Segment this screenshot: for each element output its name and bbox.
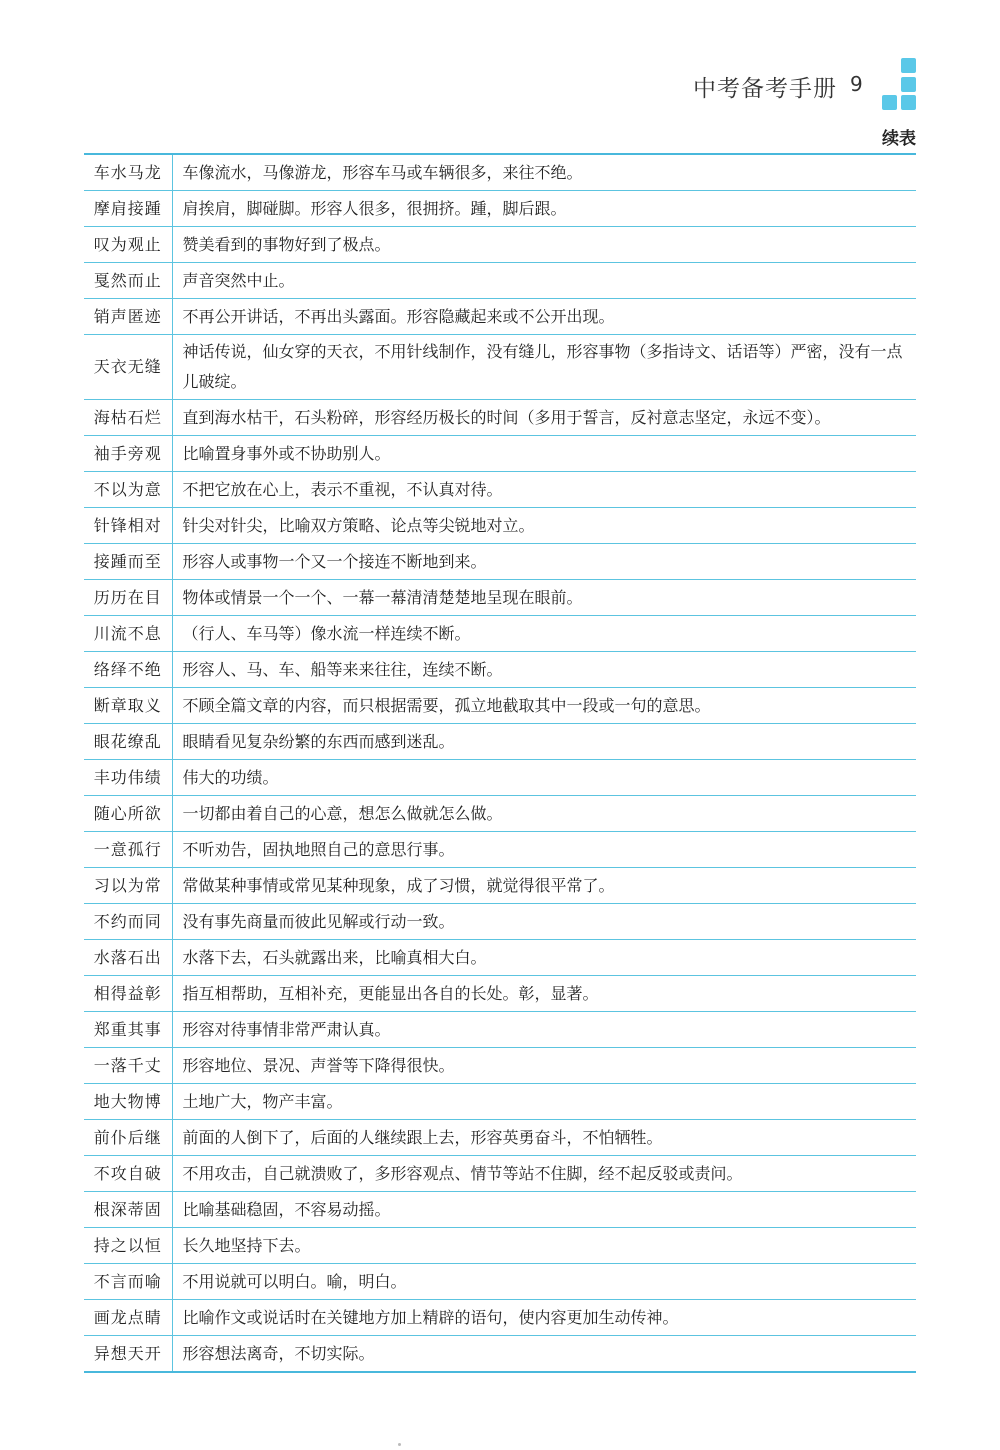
idiom-definition: 物体或情景一个一个、一幕一幕清清楚楚地呈现在眼前。: [182, 587, 583, 607]
table-row: [84, 616, 916, 652]
idiom-definition: 车像流水，马像游龙，形容车马或车辆很多，来往不绝。: [182, 162, 583, 182]
idiom-definition: 长久地坚持下去。: [182, 1235, 311, 1255]
continued-table-label: 续表: [882, 129, 916, 149]
table-row: [84, 436, 916, 472]
table-row: [84, 299, 916, 335]
idiom-definition: 形容人、马、车、船等来来往往，连续不断。: [182, 659, 503, 679]
table-row: [84, 976, 916, 1012]
table-row: [84, 191, 916, 227]
table-row: [84, 154, 916, 191]
idiom-term: 络绎不绝: [84, 652, 172, 688]
table-row: [84, 580, 916, 616]
page-header-title: 中考备考手册: [693, 76, 837, 102]
idiom-term: 一落千丈: [84, 1048, 172, 1084]
idiom-term: 戛然而止: [84, 263, 172, 299]
idiom-definition: 指互相帮助，互相补充，更能显出各自的长处。彰，显著。: [182, 983, 599, 1003]
idiom-term: 不以为意: [84, 472, 172, 508]
idiom-definition: 声音突然中止。: [182, 270, 295, 290]
idiom-term: 川流不息: [84, 616, 172, 652]
idiom-definition: 形容想法离奇，不切实际。: [182, 1343, 375, 1363]
idiom-term: 不约而同: [84, 904, 172, 940]
idiom-definition: 眼睛看见复杂纷繁的东西而感到迷乱。: [182, 731, 455, 751]
footer-mark: [398, 1443, 401, 1446]
idiom-term: 画龙点睛: [84, 1300, 172, 1336]
idiom-definition: 不顾全篇文章的内容，而只根据需要，孤立地截取其中一段或一句的意思。: [182, 695, 711, 715]
idiom-definition: 前面的人倒下了，后面的人继续跟上去，形容英勇奋斗，不怕牺牲。: [182, 1127, 663, 1147]
idiom-definition: 比喻基础稳固，不容易动摇。: [182, 1199, 391, 1219]
table-row: [84, 1300, 916, 1336]
table-row: [84, 868, 916, 904]
idiom-term: 销声匿迹: [84, 299, 172, 335]
idiom-term: 一意孤行: [84, 832, 172, 868]
idiom-definition: 伟大的功绩。: [182, 767, 279, 787]
idiom-term: 持之以恒: [84, 1228, 172, 1264]
table-row: [84, 760, 916, 796]
idiom-term: 车水马龙: [84, 154, 172, 191]
idiom-definition: 神话传说，仙女穿的天衣，不用针线制作，没有缝儿，形容事物（多指诗文、话语等）严密，没有一点儿破绽。: [182, 342, 903, 391]
table-row: [84, 904, 916, 940]
table-row: [84, 1120, 916, 1156]
idiom-table: [84, 153, 916, 1373]
idiom-definition: 赞美看到的事物好到了极点。: [182, 234, 391, 254]
idiom-term: 前仆后继: [84, 1120, 172, 1156]
idiom-definition: 肩挨肩，脚碰脚。形容人很多，很拥挤。踵，脚后跟。: [182, 198, 567, 218]
page-number: 9: [850, 72, 863, 96]
idiom-definition: 形容人或事物一个又一个接连不断地到来。: [182, 551, 487, 571]
idiom-definition: 水落下去，石头就露出来，比喻真相大白。: [182, 947, 487, 967]
idiom-term: 袖手旁观: [84, 436, 172, 472]
idiom-term: 相得益彰: [84, 976, 172, 1012]
idiom-definition: 直到海水枯干，石头粉碎，形容经历极长的时间（多用于誓言，反衬意志坚定，永远不变）。: [182, 407, 831, 427]
table-row: [84, 1156, 916, 1192]
idiom-term: 郑重其事: [84, 1012, 172, 1048]
idiom-term: 异想天开: [84, 1336, 172, 1373]
table-row: [84, 1192, 916, 1228]
idiom-term: 地大物博: [84, 1084, 172, 1120]
idiom-term: 眼花缭乱: [84, 724, 172, 760]
idiom-definition: 没有事先商量而彼此见解或行动一致。: [182, 911, 455, 931]
idiom-definition: 不听劝告，固执地照自己的意思行事。: [182, 839, 455, 859]
corner-decoration-icon: [880, 58, 920, 112]
table-row: [84, 832, 916, 868]
idiom-term: 历历在目: [84, 580, 172, 616]
table-row: [84, 227, 916, 263]
idiom-definition: 不用攻击，自己就溃败了，多形容观点、情节等站不住脚，经不起反驳或责问。: [182, 1163, 743, 1183]
idiom-term: 习以为常: [84, 868, 172, 904]
idiom-definition: 不用说就可以明白。喻，明白。: [182, 1271, 407, 1291]
idiom-term: 接踵而至: [84, 544, 172, 580]
table-row: [84, 335, 916, 400]
idiom-term: 摩肩接踵: [84, 191, 172, 227]
idiom-term: 丰功伟绩: [84, 760, 172, 796]
idiom-term: 天衣无缝: [84, 335, 172, 400]
idiom-definition: 常做某种事情或常见某种现象，成了习惯，就觉得很平常了。: [182, 875, 615, 895]
idiom-definition: 针尖对针尖，比喻双方策略、论点等尖锐地对立。: [182, 515, 535, 535]
table-row: [84, 1012, 916, 1048]
idiom-definition: （行人、车马等）像水流一样连续不断。: [182, 623, 471, 643]
idiom-term: 水落石出: [84, 940, 172, 976]
idiom-definition: 不再公开讲话，不再出头露面。形容隐藏起来或不公开出现。: [182, 306, 615, 326]
idiom-term: 不言而喻: [84, 1264, 172, 1300]
idiom-term: 海枯石烂: [84, 400, 172, 436]
table-row: [84, 688, 916, 724]
idiom-term: 根深蒂固: [84, 1192, 172, 1228]
table-row: [84, 1336, 916, 1373]
idiom-term: 不攻自破: [84, 1156, 172, 1192]
table-row: [84, 1084, 916, 1120]
table-row: [84, 1048, 916, 1084]
idiom-definition: 不把它放在心上，表示不重视，不认真对待。: [182, 479, 503, 499]
idiom-definition: 比喻置身事外或不协助别人。: [182, 443, 391, 463]
idiom-definition: 形容对待事情非常严肃认真。: [182, 1019, 391, 1039]
idiom-term: 断章取义: [84, 688, 172, 724]
table-row: [84, 508, 916, 544]
idiom-term: 叹为观止: [84, 227, 172, 263]
table-row: [84, 400, 916, 436]
idiom-definition: 一切都由着自己的心意，想怎么做就怎么做。: [182, 803, 503, 823]
idiom-definition: 比喻作文或说话时在关键地方加上精辟的语句，使内容更加生动传神。: [182, 1307, 679, 1327]
table-row: [84, 544, 916, 580]
table-row: [84, 263, 916, 299]
table-row: [84, 724, 916, 760]
table-row: [84, 940, 916, 976]
table-row: [84, 1228, 916, 1264]
idiom-definition: 土地广大，物产丰富。: [182, 1091, 343, 1111]
table-row: [84, 796, 916, 832]
table-row: [84, 652, 916, 688]
idiom-definition: 形容地位、景况、声誉等下降得很快。: [182, 1055, 455, 1075]
table-row: [84, 1264, 916, 1300]
idiom-term: 随心所欲: [84, 796, 172, 832]
idiom-term: 针锋相对: [84, 508, 172, 544]
table-row: [84, 472, 916, 508]
